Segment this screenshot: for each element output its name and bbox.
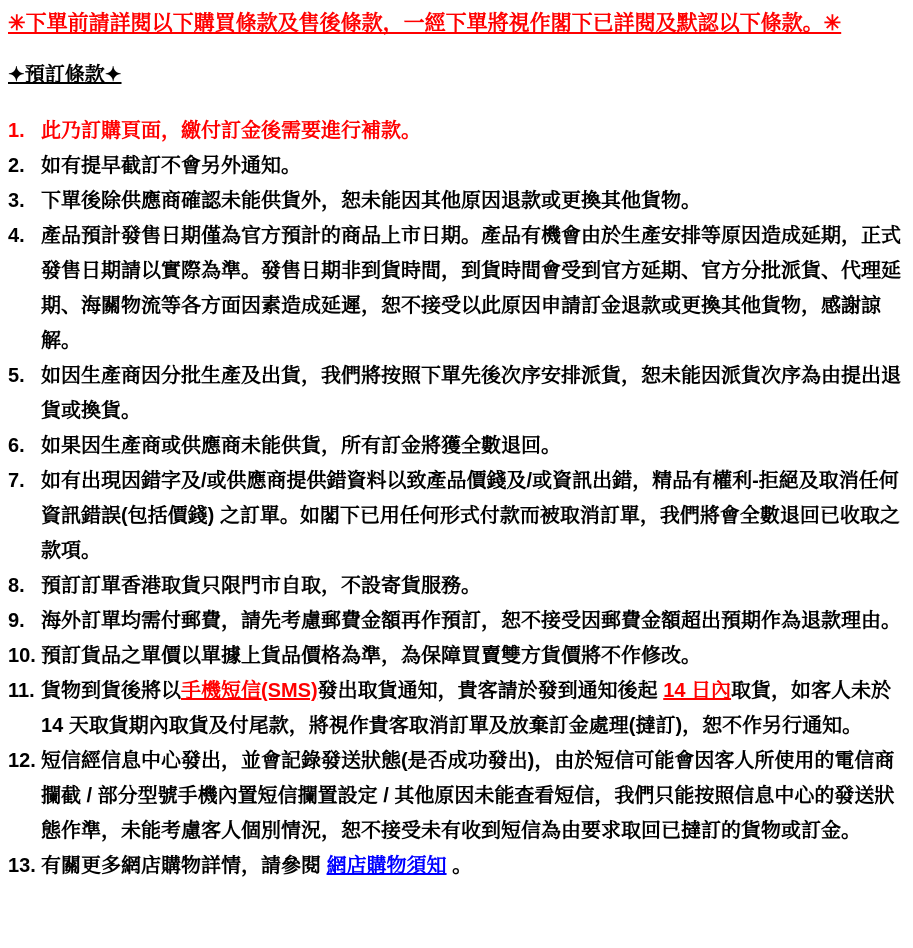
term-item-10: [8, 639, 907, 674]
text-segment: 下單後除供應商確認未能供貨外，恕未能因其他原因退款或更換其他貨物。: [41, 190, 701, 213]
text-segment: 如有提早截訂不會另外通知。: [41, 155, 301, 178]
page-title: ✳下單前請詳閱以下購買條款及售後條款，一經下單將視作閣下已詳閱及默認以下條款。✳: [8, 12, 842, 35]
text-segment: 海外訂單均需付郵費，請先考慮郵費金額再作預訂，恕不接受因郵費金額超出預期作為退款理由。: [41, 610, 901, 633]
term-text: [41, 359, 907, 429]
term-number: 9.: [8, 610, 25, 633]
term-text: [41, 569, 907, 604]
terms-list: [8, 114, 907, 884]
text-segment: 此乃訂購頁面，繳付訂金後需要進行補款。: [41, 120, 421, 143]
text-segment: 如因生產商因分批生產及出貨，我們將按照下單先後次序安排派貨，恕未能因派貨次序為由提出退貨或換貨。: [41, 365, 901, 423]
term-item-11: [8, 674, 907, 744]
term-number: 2.: [8, 155, 25, 178]
term-text: [41, 464, 907, 569]
highlighted-text: 手機短信(SMS): [181, 680, 318, 703]
term-text: [41, 149, 907, 184]
text-segment: 短信經信息中心發出，並會記錄發送狀態(是否成功發出)，由於短信可能會因客人所使用的電信商攔截 / 部分型號手機內置短信攔置設定 / 其他原因未能查看短信，我們只能按照信息中心的發送狀態作準，未能考慮客人個別情況，恕不接受未有收到短信為由要求取回已撻訂的貨物或訂金。: [41, 750, 895, 843]
term-text: [41, 604, 907, 639]
term-number: 10.: [8, 645, 36, 668]
term-text: [41, 429, 907, 464]
term-item-13: [8, 849, 907, 884]
section-title-preorder-terms: ✦預訂條款✦: [8, 64, 122, 87]
text-segment: 有關更多網店購物詳情，請參閱: [41, 855, 327, 878]
term-number: 3.: [8, 190, 25, 213]
term-item-3: [8, 184, 907, 219]
term-item-6: [8, 429, 907, 464]
text-segment: 如果因生產商或供應商未能供貨，所有訂金將獲全數退回。: [41, 435, 561, 458]
term-item-2: [8, 149, 907, 184]
term-item-1: [8, 114, 907, 149]
term-number: 1.: [8, 120, 25, 143]
term-text: [41, 184, 907, 219]
term-item-8: [8, 569, 907, 604]
term-item-9: [8, 604, 907, 639]
term-text: [41, 744, 907, 849]
term-number: 12.: [8, 750, 36, 773]
text-segment: 預訂訂單香港取貨只限門市自取，不設寄貨服務。: [41, 575, 481, 598]
term-number: 5.: [8, 365, 25, 388]
term-text: [41, 674, 907, 744]
term-item-5: [8, 359, 907, 429]
term-number: 6.: [8, 435, 25, 458]
term-text: [41, 219, 907, 359]
text-segment: 如有出現因錯字及/或供應商提供錯資料以致產品價錢及/或資訊出錯，精品有權利-拒絕及取消任何資訊錯誤(包括價錢) 之訂單。如閣下已用任何形式付款而被取消訂單，我們將會全數退回已收取之款項。: [41, 470, 900, 563]
term-text: [41, 639, 907, 674]
term-number: 8.: [8, 575, 25, 598]
term-item-7: [8, 464, 907, 569]
text-segment: 產品預計發售日期僅為官方預計的商品上市日期。產品有機會由於生產安排等原因造成延期，正式發售日期請以實際為準。發售日期非到貨時間，到貨時間會受到官方延期、官方分批派貨、代理延期、海關物流等各方面因素造成延遲，恕不接受以此原因申請訂金退款或更換其他貨物，感謝諒解。: [41, 225, 901, 353]
text-segment: 預訂貨品之單價以單據上貨品價格為準，為保障買賣雙方貨價將不作修改。: [41, 645, 701, 668]
term-text: [41, 849, 907, 884]
shop-guide-link[interactable]: 網店購物須知: [326, 855, 447, 878]
text-segment: 貨物到貨後將以: [41, 680, 181, 703]
text-segment: 發出取貨通知，貴客請於發到通知後起: [317, 680, 664, 703]
term-item-4: [8, 219, 907, 359]
term-number: 13.: [8, 855, 36, 878]
term-item-12: [8, 744, 907, 849]
text-segment: 取貨，如客人未於 14 天取貨期內取貨及付尾款，將視作貴客取消訂單及放棄訂金處理(撻訂)，恕不作另行通知。: [41, 680, 892, 738]
term-number: 7.: [8, 470, 25, 493]
term-number: 4.: [8, 225, 25, 248]
text-segment: 。: [446, 855, 473, 878]
term-text: [41, 114, 907, 149]
highlighted-text: 14 日內: [663, 680, 732, 703]
term-number: 11.: [8, 680, 35, 703]
